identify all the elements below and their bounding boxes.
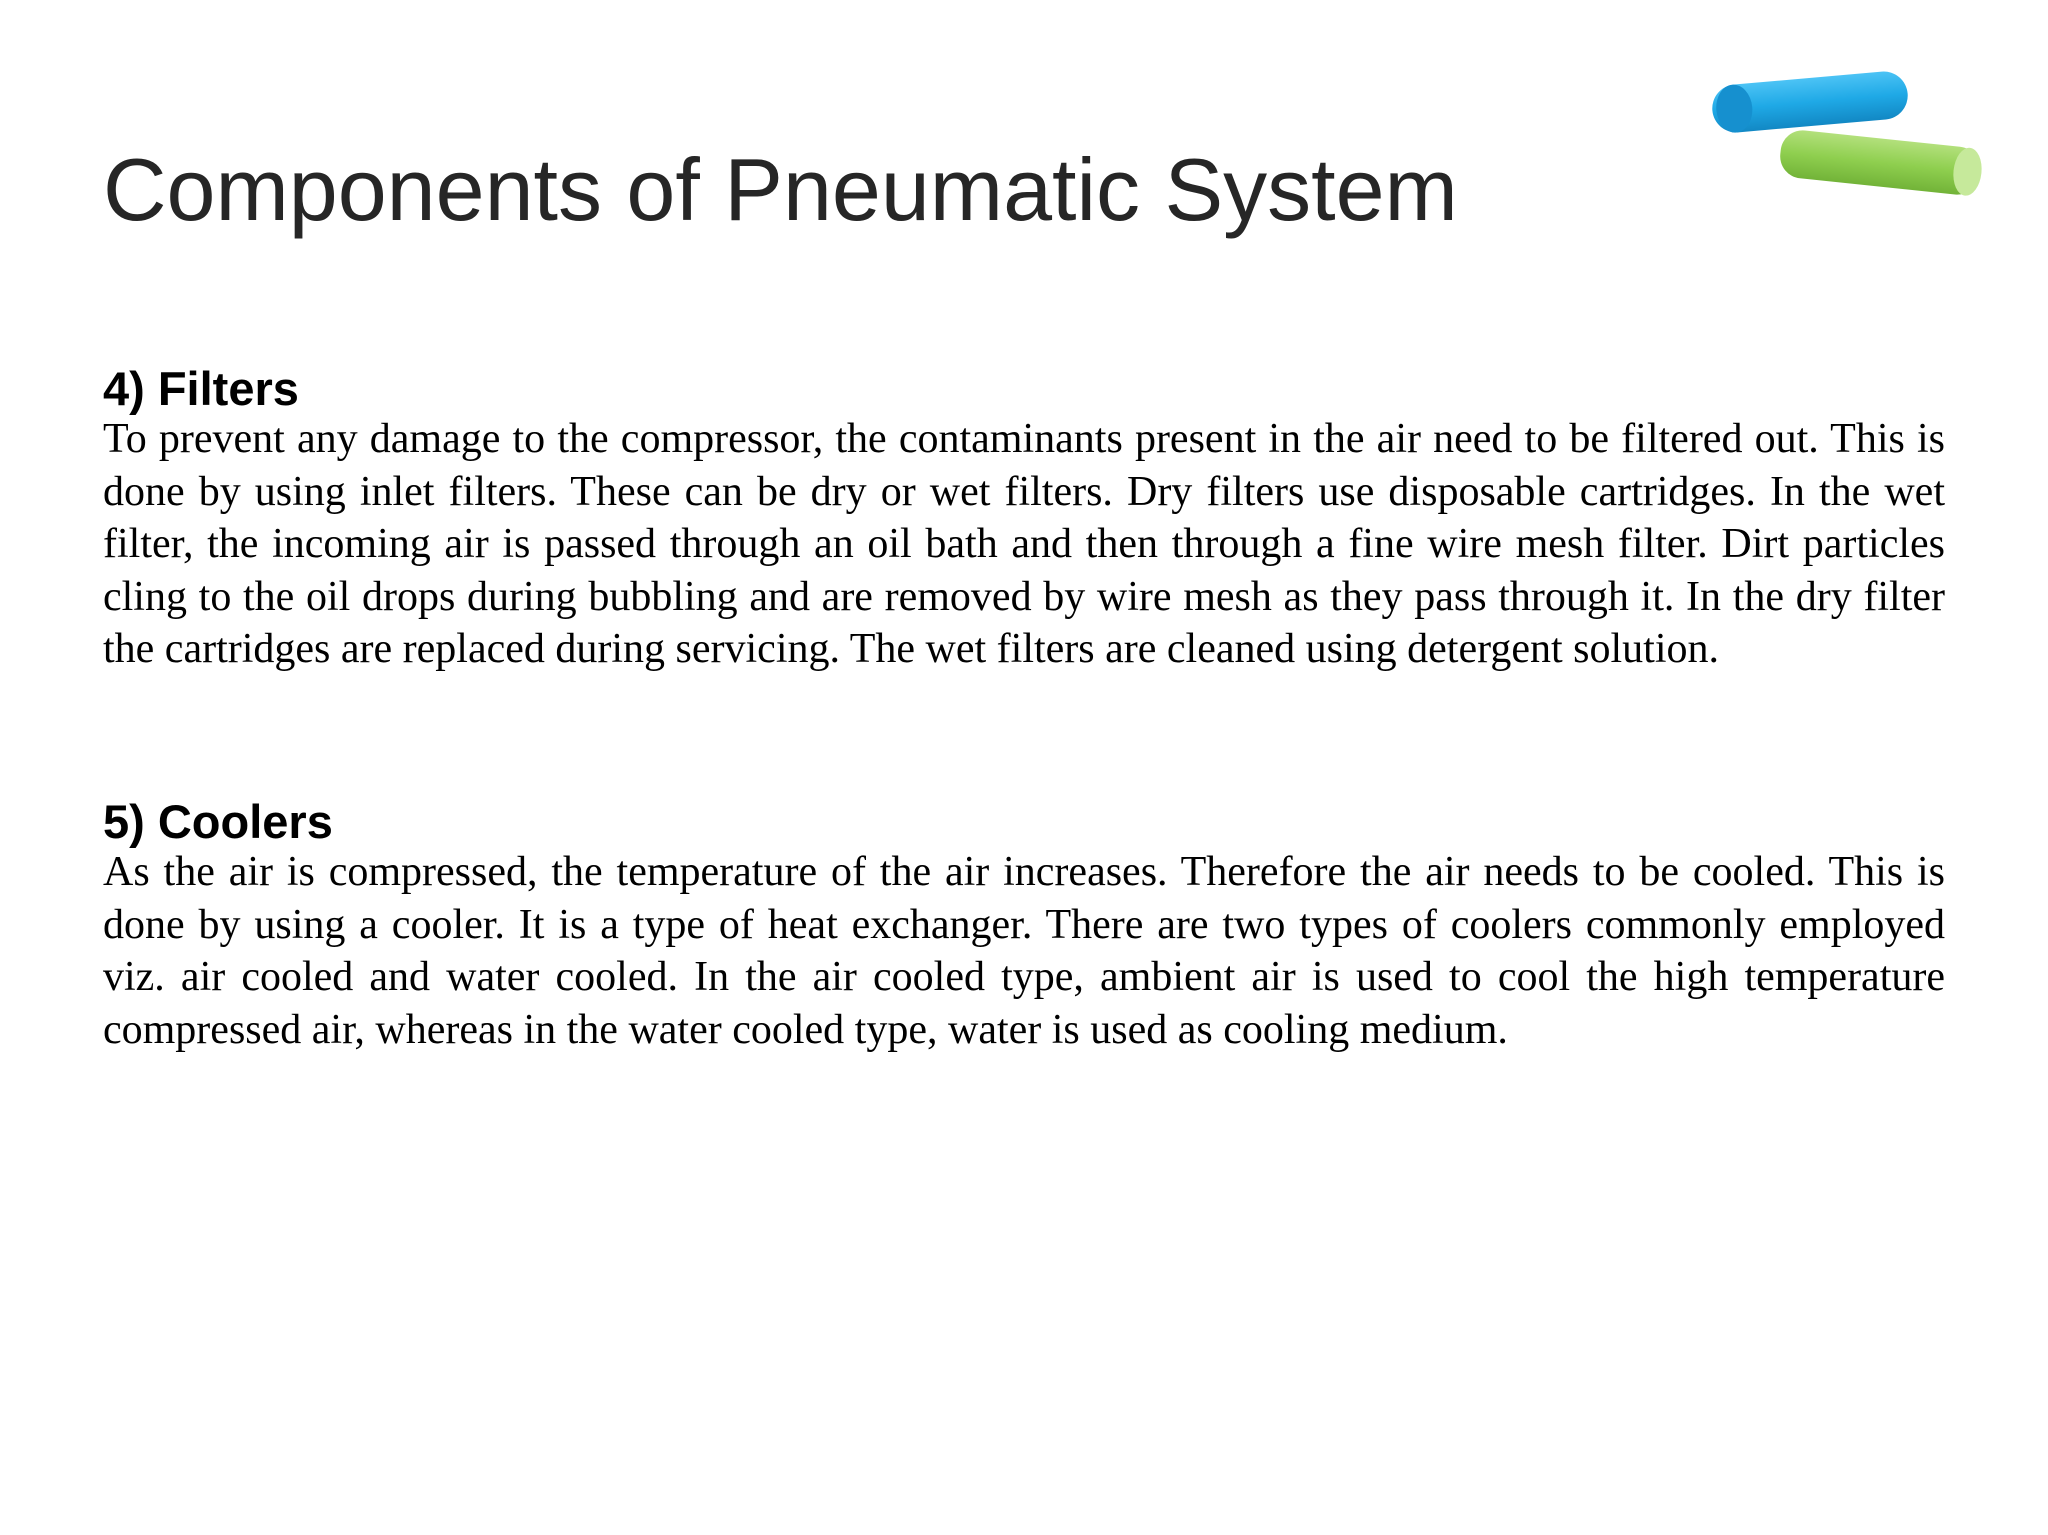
green-chalk	[1778, 128, 1984, 197]
chalk-sticks-icon	[1700, 50, 2020, 210]
section-filters	[103, 357, 1945, 676]
section-coolers	[103, 790, 1945, 1056]
section-heading: 5) Coolers	[103, 795, 333, 848]
section-heading: 4) Filters	[103, 362, 299, 415]
blue-chalk	[1710, 70, 1909, 135]
section-body: As the air is compressed, the temperature of the air increases. Therefore the air needs to be cooled. This is done by using a cooler. It is a type of heat exchanger. There are two types of coolers commonly employed viz. air cooled and water cooled. In the air cooled type, ambient air is used to cool the high temperature compressed air, whereas in the water cooled type, water is used as cooling medium.	[103, 849, 1945, 1053]
section-body: To prevent any damage to the compressor, the contaminants present in the air need to be filtered out. This is done by using inlet filters. These can be dry or wet filters. Dry filters use disposable cartridges. In the wet filter, the incoming air is passed through an oil bath and then through a fine wire mesh filter. Dirt particles cling to the oil drops during bubbling and are removed by wire mesh as they pass through it. In the dry filter the cartridges are replaced during servicing. The wet filters are cleaned using detergent solution.	[103, 416, 1945, 672]
slide-title: Components of Pneumatic System	[103, 140, 1458, 239]
